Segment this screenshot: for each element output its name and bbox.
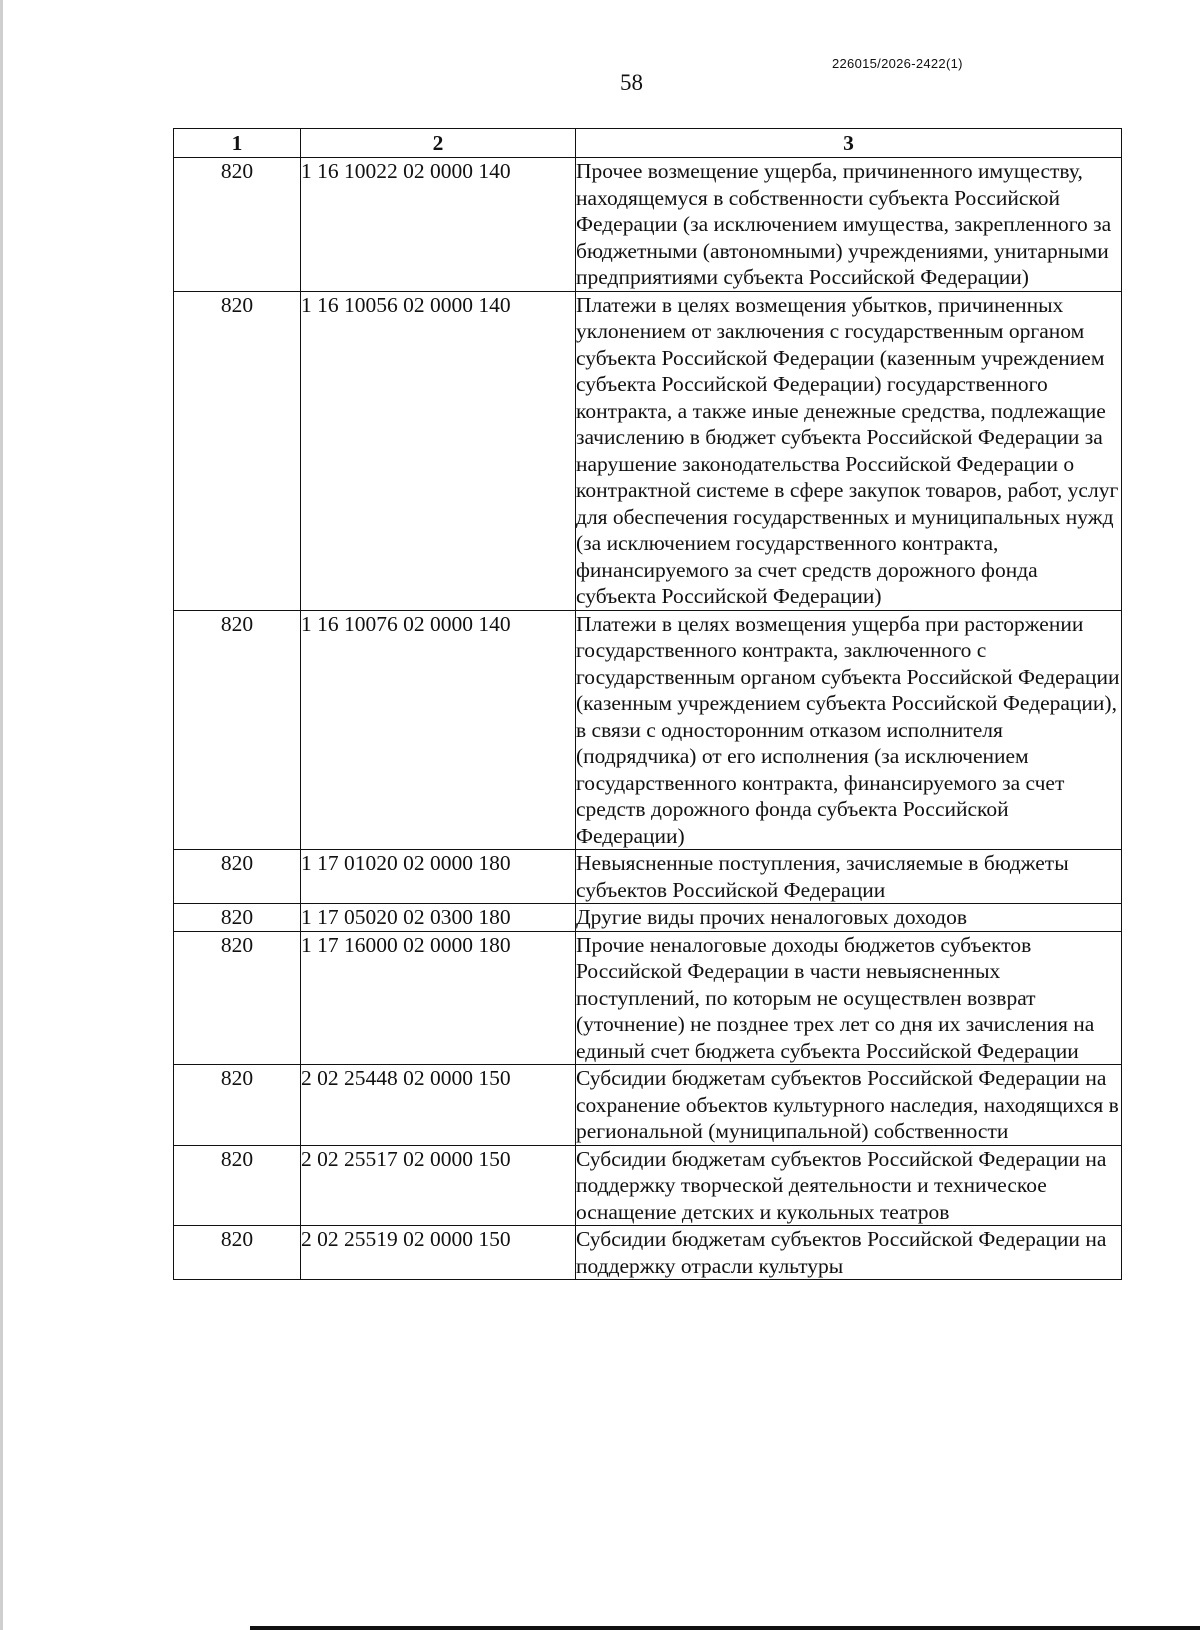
admin-code-cell: 820 (174, 158, 301, 292)
description-cell: Прочие неналоговые доходы бюджетов субъектов Российской Федерации в части невыясненных поступлений, по которым не осуществлен возврат (уточнение) не позднее трех лет со дня их зачисления на единый счет бюджета субъекта Российской Федерации (576, 931, 1122, 1065)
description-cell: Субсидии бюджетам субъектов Российской Федерации на поддержку творческой деятельности и техническое оснащение детских и кукольных театров (576, 1145, 1122, 1226)
admin-code-cell: 820 (174, 850, 301, 904)
budget-code-cell: 1 16 10056 02 0000 140 (301, 291, 576, 610)
table-row (174, 1226, 1122, 1280)
page-number: 58 (620, 70, 643, 95)
description-cell: Прочее возмещение ущерба, причиненного имуществу, находящемуся в собственности субъекта Российской Федерации (за исключением имущества, закрепленного за бюджетными (автономными) учреждениями, унитарными предприятиями субъекта Российской Федерации) (576, 158, 1122, 292)
table-row (174, 931, 1122, 1065)
admin-code-cell: 820 (174, 291, 301, 610)
column-header-2: 2 (301, 129, 576, 158)
budget-code-cell: 1 17 05020 02 0300 180 (301, 904, 576, 932)
description-cell: Платежи в целях возмещения убытков, причиненных уклонением от заключения с государственным органом субъекта Российской Федерации (казенным учреждением субъекта Российской Федерации) государственного контракта, а также иные денежные средства, подлежащие зачислению в бюджет субъекта Российской Федерации за нарушение законодательства Российской Федерации о контрактной системе в сфере закупок товаров, работ, услуг для обеспечения государственных и муниципальных нужд (за исключением государственного контракта, финансируемого за счет средств дорожного фонда субъекта Российской Федерации) (576, 291, 1122, 610)
column-header-3: 3 (576, 129, 1122, 158)
budget-code-cell: 2 02 25517 02 0000 150 (301, 1145, 576, 1226)
admin-code-cell: 820 (174, 1145, 301, 1226)
admin-code-cell: 820 (174, 904, 301, 932)
document-id: 226015/2026-2422(1) (832, 56, 963, 71)
table-row (174, 1065, 1122, 1146)
scan-edge (0, 0, 3, 1630)
description-cell: Платежи в целях возмещения ущерба при расторжении государственного контракта, заключенного с государственным органом субъекта Российской Федерации (казенным учреждением субъекта Российской Федерации), в связи с односторонним отказом исполнителя (подрядчика) от его исполнения (за исключением государственного контракта, финансируемого за счет средств дорожного фонда субъекта Российской Федерации) (576, 610, 1122, 850)
budget-code-cell: 1 16 10076 02 0000 140 (301, 610, 576, 850)
table-row (174, 1145, 1122, 1226)
column-header-1: 1 (174, 129, 301, 158)
budget-codes-table (173, 128, 1122, 1280)
admin-code-cell: 820 (174, 931, 301, 1065)
budget-code-cell: 1 16 10022 02 0000 140 (301, 158, 576, 292)
description-cell: Невыясненные поступления, зачисляемые в бюджеты субъектов Российской Федерации (576, 850, 1122, 904)
admin-code-cell: 820 (174, 610, 301, 850)
description-cell: Субсидии бюджетам субъектов Российской Федерации на поддержку отрасли культуры (576, 1226, 1122, 1280)
table-header-row (174, 129, 1122, 158)
description-cell: Другие виды прочих неналоговых доходов (576, 904, 1122, 932)
admin-code-cell: 820 (174, 1065, 301, 1146)
scan-bottom-edge (250, 1626, 1200, 1630)
admin-code-cell: 820 (174, 1226, 301, 1280)
table-row (174, 291, 1122, 610)
table-row (174, 850, 1122, 904)
budget-code-cell: 1 17 16000 02 0000 180 (301, 931, 576, 1065)
budget-code-cell: 2 02 25448 02 0000 150 (301, 1065, 576, 1146)
table-row (174, 158, 1122, 292)
table-row (174, 610, 1122, 850)
budget-code-cell: 1 17 01020 02 0000 180 (301, 850, 576, 904)
description-cell: Субсидии бюджетам субъектов Российской Федерации на сохранение объектов культурного наследия, находящихся в региональной (муниципальной) собственности (576, 1065, 1122, 1146)
budget-code-cell: 2 02 25519 02 0000 150 (301, 1226, 576, 1280)
table-row (174, 904, 1122, 932)
